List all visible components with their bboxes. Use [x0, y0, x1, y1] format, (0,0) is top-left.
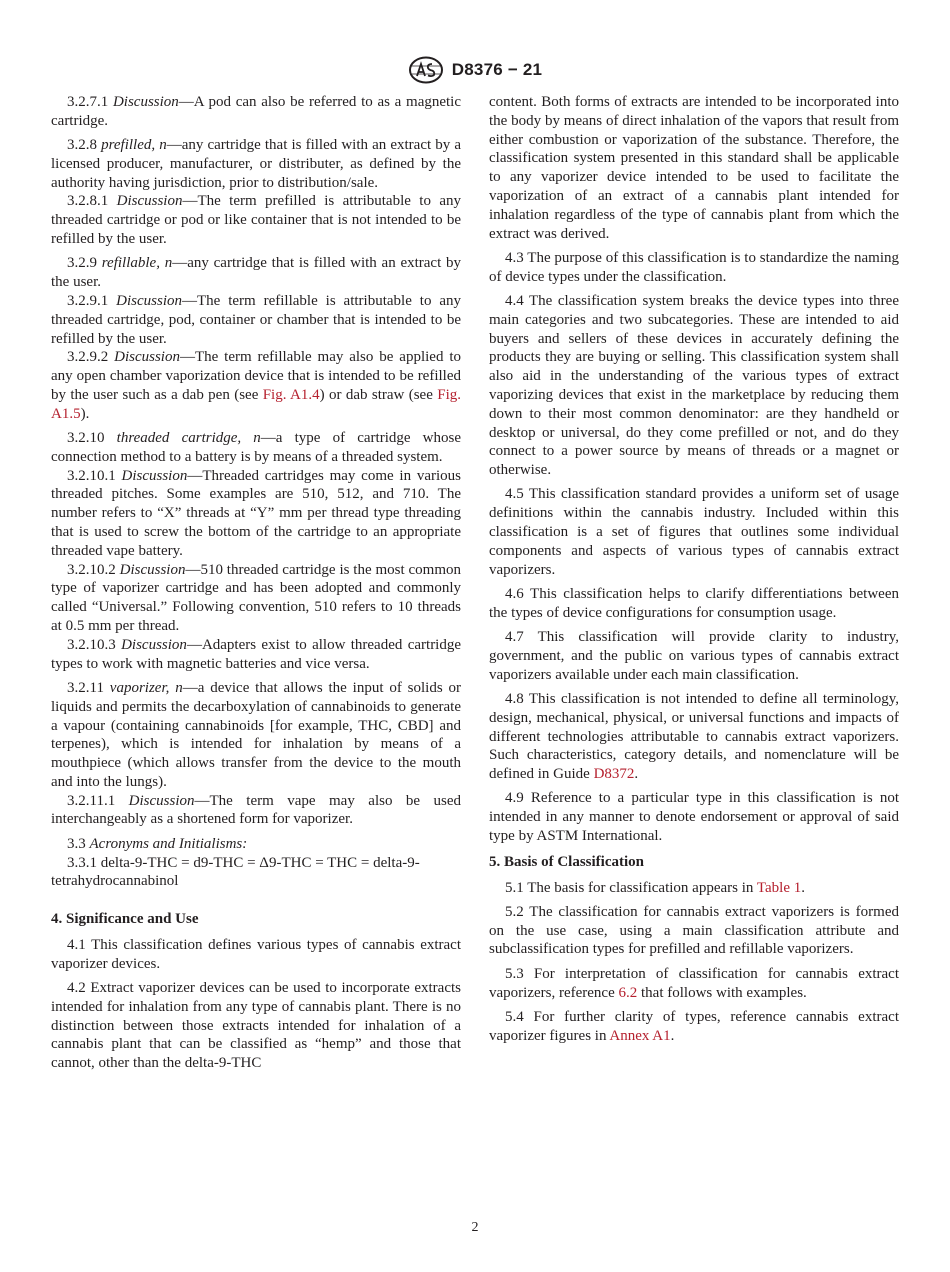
document-id: D8376 − 21: [451, 60, 543, 79]
para-3-2-10-3: 3.2.10.3 Discussion—Adapters exist to allow threaded cartridge types to work with magnetic batteries and vice versa.: [51, 636, 462, 672]
para-5-3: 5.3 For interpretation of classification for cannabis extract vaporizers, reference 6.2 that follows with examples.: [489, 965, 899, 1001]
para-5-2: 5.2 The classification for cannabis extract vaporizers is formed on the use case, using a main classification attribute and subclassification types for prefilled and refillable vaporizers.: [489, 903, 899, 958]
para-4-1: 4.1 This classification defines various types of cannabis extract vaporizer devices.: [51, 936, 461, 972]
page-number: 2: [471, 1220, 479, 1235]
para-3-2-11-1: 3.2.11.1 Discussion—The term vape may also be used interchangeably as a shortened form for vaporizer.: [51, 792, 462, 828]
para-3-2-8-1: 3.2.8.1 Discussion—The term prefilled is attributable to any threaded cartridge or pod or like container that is not intended to be refilled by the user.: [51, 193, 461, 248]
para-3-2-10: 3.2.10 threaded cartridge, n—a type of cartridge whose connection method to a battery is by means of a threaded system.: [51, 430, 461, 465]
para-3-2-9-1: 3.2.9.1 Discussion—The term refillable is attributable to any threaded cartridge, pod, container or chamber that is intended to be refilled by the user.: [51, 292, 462, 347]
para-4-2: 4.2 Extract vaporizer devices can be used to incorporate extracts intended for inhalation from any type of cannabis plant. There is no distinction between those extracts intended for inhalation of a cannabis plant that can be classified as “hemp” and those that cannot, other than the delta-9-THC: [51, 980, 461, 1072]
left-column: [51, 93, 461, 1079]
para-4-6: 4.6 This classification helps to clarify differentiations between the types of device configurations for consumption usage.: [489, 585, 899, 621]
para-3-2-10-2: 3.2.10.2 Discussion—510 threaded cartridge is the most common type of vaporizer cartridge and has been adopted and commonly called “Universal.” Following convention, 510 refers to 10 threads at 0.5 mm per thread.: [51, 561, 461, 635]
section-4-heading: 4. Significance and Use: [51, 911, 199, 928]
section-5-heading: 5. Basis of Classification: [489, 853, 645, 870]
para-5-4: 5.4 For further clarity of types, reference cannabis extract vaporizer figures in Annex A1.: [489, 1008, 899, 1044]
para-4-2-continued: content. Both forms of extracts are intended to be incorporated into the body by means of direct inhalation of the vapors that result from either combustion or vaporization of the substance. Therefore, the classification system presented in this standard shall be applicable to any vaporizer device intended to be used to facilitate the vaporization of an extract of a cannabis plant intended for inhalation regardless of the type of cannabis plant from which the extract was derived.: [489, 94, 899, 242]
table-1-link[interactable]: Table 1: [756, 879, 802, 896]
astm-logo-icon: [408, 56, 444, 84]
para-3-2-10-1: 3.2.10.1 Discussion—Threaded cartridges may come in various threaded pitches. Some examples are 510, 512, and 710. The number refers to “X” threads at “Y” mm per thread type threading that is used to screw the bottom of the cartridge to an appropriate threaded vape battery.: [51, 467, 461, 559]
para-4-4: 4.4 The classification system breaks the device types into three main categories and two subcategories. These are intended to aid buyers and sellers of these devices in accurately defining the products they are buying or selling. This classification system shall also aid in the understanding of the various types of extract vaporizing devices that exist in the marketplace by reducing them down to their most common denominator: are they handheld or desktop or universal, do they come prefilled or not, and do they connect to a power source by means of threads or a magnet or otherwise.: [489, 292, 899, 479]
para-4-3: 4.3 The purpose of this classification is to standardize the naming of device types under the classification.: [489, 249, 899, 285]
para-4-9: 4.9 Reference to a particular type in this classification is not intended in any manner to denote endorsement or approval of said type by ASTM International.: [489, 790, 899, 844]
para-3-2-9-2: 3.2.9.2 Discussion—The term refillable may also be applied to any open chamber vaporization device that is intended to be refilled by the user such as a dab pen (see Fig. A1.4) or dab straw (see Fig. A1.5).: [51, 349, 461, 422]
fig-a1-5-link[interactable]: Fig. A1.5: [51, 386, 461, 422]
para-4-7: 4.7 This classification will provide clarity to industry, government, and the public on various types of cannabis extract vaporizers available under each main classification.: [489, 629, 899, 683]
right-column: [489, 93, 899, 1051]
para-3-3: 3.3 Acronyms and Initialisms:: [67, 835, 248, 852]
para-3-2-9: 3.2.9 refillable, n—any cartridge that is filled with an extract by the user.: [51, 255, 462, 291]
para-4-5: 4.5 This classification standard provides a uniform set of usage definitions within the cannabis industry. Included within this classification is a set of figures that outlines some individual components and aspects of various types of cannabis extract vaporizers.: [489, 486, 899, 578]
fig-a1-4-link[interactable]: Fig. A1.4: [262, 386, 320, 403]
para-4-8: 4.8 This classification is not intended to define all terminology, design, mechanical, physical, or universal functions and impacts of different technologies attributable to cannabis extract vaporizers. Such characteristics, category details, and nomenclature will be defined in Guide D8372.: [489, 690, 899, 783]
para-3-2-7-1: 3.2.7.1 Discussion—A pod can also be referred to as a magnetic cartridge.: [51, 94, 462, 129]
annex-a1-link[interactable]: Annex A1: [609, 1027, 671, 1044]
section-6-2-link[interactable]: 6.2: [618, 984, 638, 1001]
para-5-1: 5.1 The basis for classification appears in Table 1.: [505, 879, 805, 896]
para-3-3-1: 3.3.1 delta-9-THC = d9-THC = Δ9-THC = THC = delta-9-tetrahydrocannabinol: [51, 854, 420, 890]
para-3-2-8: 3.2.8 prefilled, n—any cartridge that is filled with an extract by a licensed producer, manufacturer, or distributer, as defined by the authority having jurisdiction, prior to distribution/sale.: [51, 137, 461, 191]
d8372-link[interactable]: D8372: [593, 766, 635, 783]
para-3-2-11: 3.2.11 vaporizer, n—a device that allows the input of solids or liquids and permits the decarboxylation of cannabinoids to generate a vapour (containing cannabinoids [for example, THC, CBD] and terpenes), which is intended for inhalation by means of a mouthpiece (which allows transfer from the device to the mouth and into the lungs).: [51, 679, 461, 790]
page-header: [0, 56, 950, 82]
